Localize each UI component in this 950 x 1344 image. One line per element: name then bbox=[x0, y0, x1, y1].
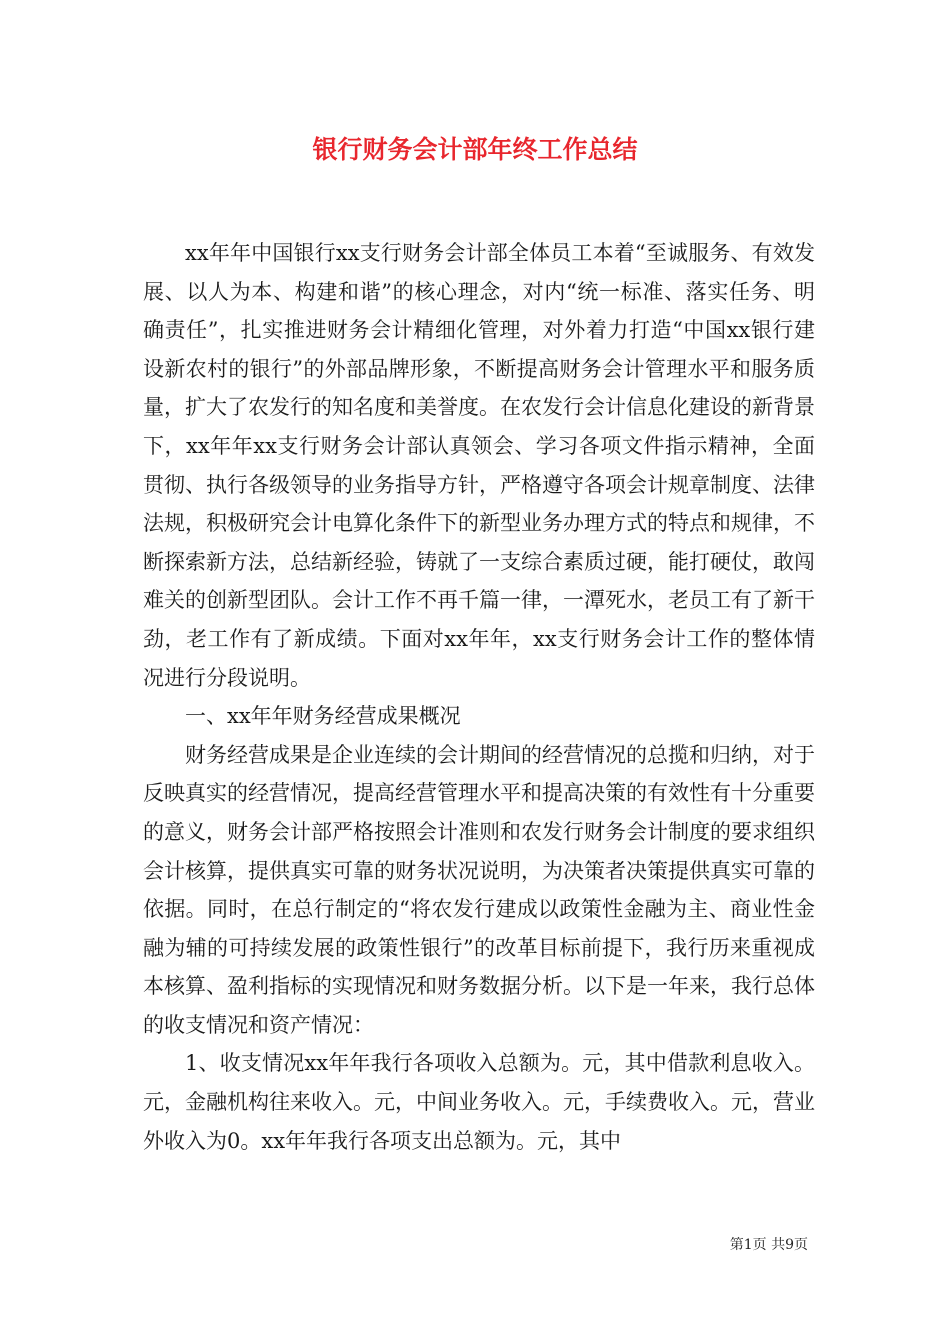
document-title: 银行财务会计部年终工作总结 bbox=[312, 135, 638, 164]
section-paragraph: 财务经营成果是企业连续的会计期间的经营情况的总揽和归纳，对于反映真实的经营情况，提高经营管理水平和提高决策的有效性有十分重要的意义，财务会计部严格按照会计准则和农发行财务会计制度的要求组织会计核算，提供真实可靠的财务状况说明，为决策者决策提供真实可靠的依据。同时，在总行制定的“将农发行建成以政策性金融为主、商业性金融为辅的可持续发展的政策性银行”的改革目标前提下，我行历来重视成本核算、盈利指标的实现情况和财务数据分析。以下是一年来，我行总体的收支情况和资产情况： bbox=[143, 742, 815, 1037]
page-number: 第1页 共9页 bbox=[729, 1237, 808, 1253]
section-heading: 一、xx年年财务经营成果概况 bbox=[185, 704, 461, 729]
intro-paragraph: xx年年中国银行xx支行财务会计部全体员工本着“至诚服务、有效发展、以人为本、构建和谐”的核心理念，对内“统一标准、落实任务、明确责任”，扎实推进财务会计精细化管理，对外着力打造“中国xx银行建设新农村的银行”的外部品牌形象，不断提高财务会计管理水平和服务质量，扩大了农发行的知名度和美誉度。在农发行会计信息化建设的新背景下，xx年年xx支行财务会计部认真领会、学习各项文件指示精神，全面贯彻、执行各级领导的业务指导方针，严格遵守各项会计规章制度、法律法规，积极研究会计电算化条件下的新型业务办理方式的特点和规律，不断探索新方法，总结新经验，铸就了一支综合素质过硬，能打硬仗，敢闯难关的创新型团队。会计工作不再千篇一律，一潭死水，老员工有了新干劲，老工作有了新成绩。下面对xx年年，xx支行财务会计工作的整体情况进行分段说明。 bbox=[143, 241, 815, 690]
document-body bbox=[143, 234, 815, 1160]
income-expense-paragraph: 1、收支情况xx年年我行各项收入总额为。元，其中借款利息收入。元，金融机构往来收入。元，中间业务收入。元，手续费收入。元，营业外收入为0。xx年年我行各项支出总额为。元，其中 bbox=[143, 1051, 815, 1153]
